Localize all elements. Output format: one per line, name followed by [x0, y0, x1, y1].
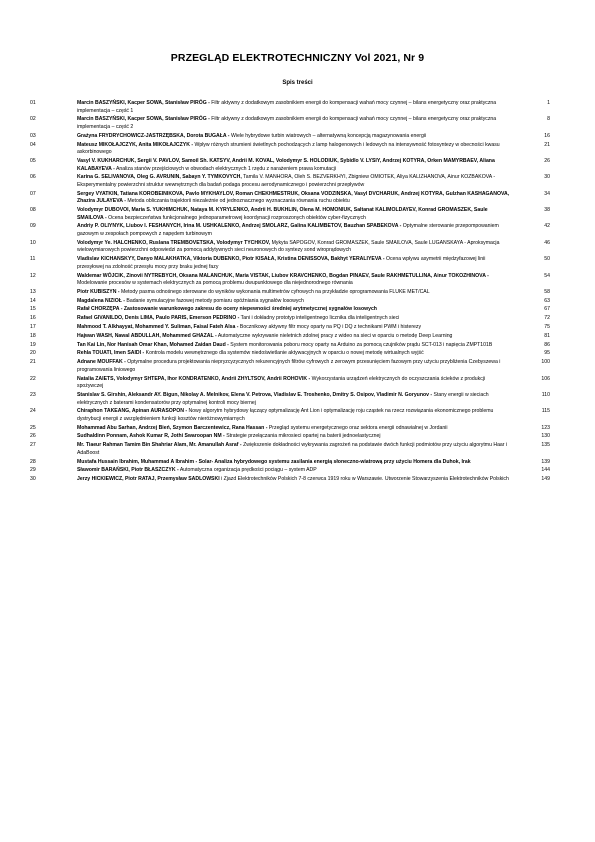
entry-page-number: 106: [541, 375, 550, 382]
entry-title: Przegląd systemu energetycznego oraz sektora energii odnawialnej w Jordanii: [267, 424, 448, 431]
entry-title: Nowy algorytm hybrydowy łączący optymalizację Ant Lion i optymalizację roju cząstek na rzecz rozwiązania ekonomicznego problemu dystrybucji energii z uwzględnieniem funkcji kosztów nieróżnowymiarnych: [77, 408, 494, 422]
entry-number: 23: [30, 391, 36, 398]
entry-authors: Volodymyr DUBOVOI, Maria S. YUKHIMCHUK, Nataya M. KYRYLENKO, Andrii H. BUKHLIN, Olena M. HOMONIUK, Saltanat KALIMOLDAYEV, Konrad GROMASZEK, Saule SMAILOVA -: [77, 207, 488, 221]
entry-authors: Piotr KUBISZYN -: [77, 288, 120, 295]
entry-page-number: 1: [547, 100, 550, 106]
entry-title: Optymalne sterowanie przepompowaniem gazowym w zespołach pompowych z napędem turbinowym: [77, 223, 499, 237]
entry-page-number: 144: [541, 467, 550, 474]
entry-authors: Mateusz MIKOŁAJCZYK, Anita MIKOŁAJCZYK -: [77, 141, 194, 148]
entry-number: 29: [30, 467, 36, 474]
entry-page-number: 21: [544, 141, 550, 148]
entry-content: [77, 298, 510, 306]
entry-page-number: 115: [541, 408, 550, 415]
entry-page-number: 135: [541, 442, 550, 449]
entry-title: Metoda obliczania trajektorii niezależnie od jednoznacznego wyznaczania równania ruchu obiektu: [125, 198, 350, 205]
entry-authors: Karina G. SELIVANOVA, Oleg G. AVRUNIN, Sabayn Y. TYMKOVYCH,: [77, 174, 242, 181]
entry-authors: Magdalena NIZIOŁ -: [77, 297, 125, 304]
table-of-contents: [30, 100, 550, 485]
entry-content: [77, 223, 510, 238]
toc-entry: [30, 289, 550, 297]
entry-number: 08: [30, 207, 36, 214]
entry-number: 10: [30, 239, 36, 246]
entry-content: [77, 240, 510, 255]
entry-number: 12: [30, 272, 36, 279]
entry-authors: Stanislav S. Girshin, Aleksandr AY. Bigun, Nikolay A. Melnikov, Elena V. Petrova, Vladislav E. Troshenko, Dmitry S. Osipov, Vladimir N. Goryunov -: [77, 391, 433, 398]
entry-number: 14: [30, 297, 36, 304]
entry-authors: Rafael GIVANILDO, Denis LIMA, Paulo PARIS, Emerson PEDRINO -: [77, 315, 240, 322]
entry-authors: Mohammad Abu Sarhan, Andrzej Bień, Szymon Barczentewicz, Rana Hassan -: [77, 424, 268, 431]
toc-entry: [30, 342, 550, 350]
toc-entry: [30, 223, 550, 238]
entry-content: [77, 392, 510, 407]
entry-content: [77, 376, 510, 391]
entry-number: 28: [30, 458, 36, 465]
entry-page-number: 100: [541, 359, 550, 366]
toc-entry: [30, 442, 550, 457]
toc-entry: [30, 408, 550, 423]
entry-authors: Andriy P. OLIYNYK, Liubov I. FESHANYCH, Irina M. USHKALENKO, Andrzej SMOLARZ, Galina KALIMBETOV, Bauzhan SPABEKOVA -: [77, 223, 402, 230]
entry-content: [77, 324, 510, 332]
entry-page-number: 54: [544, 272, 550, 279]
toc-entry: [30, 207, 550, 222]
entry-title: Wykorzystania urządzeń elektrycznych do oczyszczania ścieków z produkcji spożywczej: [77, 375, 486, 390]
entry-title: Wpływ różnych strumieni świetlnych pochodzących z lamp halogenowych i ledowych na intensywność fotosyntezy w obecności kwasu askorbinowego: [77, 141, 500, 156]
entry-authors: Sudhaldinn Ponnam, Ashok Kumar R, Jothi Swaroopan NM -: [77, 433, 225, 440]
toc-entry: [30, 333, 550, 341]
entry-title: Automatyczne wykrywanie nieletnich zdolnej pracy z wideo na sieci w oparciu o metodę Deep Learning: [216, 332, 453, 339]
entry-content: [77, 467, 510, 475]
entry-authors: Marcin BASZYŃSKI, Kacper SOWA, Stanisław PIRÓG -: [77, 116, 210, 123]
toc-entry: [30, 191, 550, 206]
toc-entry: [30, 158, 550, 173]
entry-page-number: 38: [544, 207, 550, 214]
entry-content: [77, 207, 510, 222]
entry-content: [77, 459, 510, 467]
entry-authors: Mr. Tiaeur Rahman Tamim Bin Shahriar Alam, Mr. Amanullah Asraf -: [77, 442, 242, 449]
entry-page-number: 130: [541, 433, 550, 440]
entry-number: 16: [30, 315, 36, 322]
entry-title: Metody pasma odnośnego sterowane do wyników wykonania multimetrów cyfrowych na przykładzie oprogramowania FLUKE MET/CAL: [119, 288, 430, 295]
toc-entry: [30, 100, 550, 115]
toc-entry: [30, 298, 550, 306]
toc-entry: [30, 142, 550, 157]
entry-page-number: 63: [544, 297, 550, 304]
entry-number: 07: [30, 190, 36, 197]
entry-number: 19: [30, 341, 36, 348]
entry-page-number: 72: [544, 315, 550, 322]
entry-content: [77, 333, 510, 341]
entry-title: Tani i dokładny prototyp inteligentnego licznika dla inteligentnych sieci: [239, 315, 400, 322]
entry-number: 04: [30, 141, 36, 148]
toc-entry: [30, 350, 550, 358]
entry-title: Ocena wpływu asymetrii międzyfazowej linii przesyłowej na zdolność przesyłu mocy przy braku jednej fazy: [77, 256, 486, 270]
entry-content: [77, 433, 510, 441]
toc-entry: [30, 459, 550, 467]
entry-title: Modelowanie procesów w systemach elektrycznych za pomocą problemu dwupunktowego dla niejednorodnego równania: [77, 280, 353, 287]
entry-authors: Mahmood T. Alkhayyat, Mohammed Y. Suliman, Faisal Fateh Alsa -: [77, 324, 239, 331]
entry-number: 18: [30, 332, 36, 339]
toc-entry: [30, 273, 550, 288]
entry-title: Tamila V. MANHORA, Oleh S. BEZVERKHYI, Zbigniew OMIOTEK, Aliya KALIZHANOVA, Ainur KOZBAKOVA - Eksperymentalny powierzchni struktur wewnętrznych dla badań podaga procesu aerodynamicznego i powierzchni przepływów: [77, 174, 496, 188]
entry-authors: Volodymyr Ye. HALCHENKO, Ruslana TREMBOVETSKA, Volodymyr TYCHKOV,: [77, 239, 271, 246]
entry-title: Badanie symulacyjne fazowej metody pomiaru opóźniania sygnałów losowych: [124, 297, 304, 304]
entry-title: Bocznikowy aktywny filtr mocy oparty na PQ i DQ z technikami PWM i histerezy: [238, 324, 422, 331]
entry-authors: Sergey VYATKIN, Tatiana KOROBEINIKOVA, Pavlo MYKHAYLOV, Roman CHEKHMESTRUK, Oksana VODZINSKA, Vasyl DVCHARUK, Andrzej KOTYRA, Gulzhan KASHAGANOVA, Zhazira JULAYEVA -: [77, 190, 510, 205]
entry-number: 06: [30, 174, 36, 181]
entry-number: 20: [30, 350, 36, 357]
entry-number: 17: [30, 324, 36, 331]
entry-authors: Hajwan WASH, Nawal ABDULLAH, Mohammed GHAZAL -: [77, 332, 217, 339]
entry-page-number: 8: [547, 116, 550, 123]
toc-entry: [30, 240, 550, 255]
entry-content: [77, 306, 510, 314]
entry-title: Strategie przełączania mikrosieci opartej na baterii jednoelastycznej: [224, 433, 381, 440]
toc-entry: [30, 467, 550, 475]
toc-entry: [30, 315, 550, 323]
entry-authors: Marcin BASZYŃSKI, Kacper SOWA, Stanisław PIRÓG -: [77, 100, 210, 106]
entry-number: 09: [30, 223, 36, 230]
entry-content: [77, 133, 510, 141]
entry-page-number: 16: [544, 132, 550, 139]
toc-entry: [30, 392, 550, 407]
entry-number: 15: [30, 306, 36, 313]
entry-title: Mykyta SAPOGOV, Konrad GROMASZEK, Saule SMAILOVA, Saule LUGANSKAYA - Aproksymacja wielowymiarowych powierzchni odpowiedzi za pomocą addytywnych sieci neuronowych do syntezy sond wiroprądowych: [77, 239, 500, 254]
entry-content: [77, 174, 510, 189]
entry-title: Optymalne procedura projektowania niepryzcyzycznych rekurencyjnych filtrów cyfrowych z zerowym przesunięciem fazowym przy użyciu przybliżenia Czebyszewa i programowania liniowego: [77, 359, 501, 373]
entry-number: 03: [30, 132, 36, 139]
entry-authors: Tan Kai Lin, Nor Hanisah Omar Khan, Mohamed Zaidan Daud -: [77, 341, 229, 348]
entry-page-number: 81: [544, 332, 550, 339]
entry-number: 21: [30, 359, 36, 366]
entry-title: Wiele hybrydowe turbin wiatrowych – alternatywną koncepcją magazynowania energii: [229, 132, 427, 139]
entry-authors: Vasyl V. KUKHARCHUK, Sergii V. PAVLOV, Samoil Sh. KATSYV, Andrii M. KOVAL, Volodymyr S. HOLODIUK, Sybidlo V. LYSIY, Andrzej KOTYRA, Orken MAMYRBAEV, Aliana KALABAYEVA -: [77, 157, 495, 172]
toc-entry: [30, 306, 550, 314]
entry-number: 26: [30, 433, 36, 440]
toc-entry: [30, 116, 550, 131]
entry-page-number: 86: [544, 341, 550, 348]
entry-page-number: 75: [544, 324, 550, 331]
entry-content: [77, 273, 510, 288]
entry-content: [77, 425, 510, 433]
entry-content: [77, 116, 510, 131]
toc-entry: [30, 174, 550, 189]
entry-content: [77, 289, 510, 297]
entry-title: i Zjazd Elektrotechników Polskich 7-8 czerwca 1919 roku w Warszawie. Utworzenie Stowarzyszenia Elektrotechników Polskich: [219, 476, 509, 483]
entry-page-number: 42: [544, 223, 550, 230]
entry-title: Filtr aktywny z dodatkowym zasobnikiem energii do kompensacji wahań mocy czynnej – bilans energetyczny oraz praktyczna implementacja – część 2: [77, 116, 497, 130]
entry-content: [77, 342, 510, 350]
entry-authors: Adnane MOUFFAK -: [77, 359, 126, 366]
entry-authors: Chiraphon TAKEANG, Apinan AURASOPON -: [77, 408, 188, 415]
entry-content: [77, 359, 510, 374]
entry-authors: Sławomir BARAŃSKI, Piotr BŁASZCZYK -: [77, 467, 179, 474]
entry-title: Analiza stanów przejściowych w obwodach elektrycznych 1 rzędu z narażeniem prawa komutacji: [114, 165, 336, 172]
toc-entry: [30, 376, 550, 391]
entry-number: 30: [30, 476, 36, 483]
toc-title: Spis treści: [282, 80, 313, 86]
toc-entry: [30, 433, 550, 441]
entry-content: [77, 158, 510, 173]
entry-authors: Mustafa Hussain Ibrahim, Muhammad A Ibrahim - Solar- Analiza hybrydowego systemu zasilania energią słoneczno-wiatrową przy użyciu Homera dla Duhok, Irak: [77, 458, 471, 465]
entry-page-number: 46: [544, 239, 550, 246]
entry-content: [77, 100, 510, 115]
entry-page-number: 139: [541, 458, 550, 465]
entry-number: 25: [30, 424, 36, 431]
entry-content: [77, 191, 510, 206]
entry-authors: Grażyna FRYDRYCHOWICZ-JASTRZĘBSKA, Dorota BUGAŁA -: [77, 132, 230, 139]
toc-entry: [30, 425, 550, 433]
entry-title: System monitorowania poboru mocy oparty na Arduino za pomocą czujników prądu SCT-013 i napięcia ZMPT101B: [228, 341, 493, 348]
toc-entry: [30, 256, 550, 271]
entry-number: 27: [30, 442, 36, 449]
toc-entry: [30, 133, 550, 141]
entry-authors: Jerzy HICKIEWICZ, Piotr RATAJ, Przemysław SADLOWSKI: [77, 476, 220, 483]
entry-authors: Vladislav KICHANSKYY, Danyo MALAKHATKA, Viktoria DUBENKO, Piotr KISAŁA, Kristina DENISSOVA, Bakhyt YERALIYEVA -: [77, 256, 385, 263]
toc-entry: [30, 476, 550, 484]
entry-content: [77, 350, 510, 358]
entry-number: 22: [30, 375, 36, 382]
entry-page-number: 50: [544, 256, 550, 263]
entry-title: Zwiększenie dokładności wykrywania zagrożeń na podstawie dwóch funkcji podmiotów przy użyciu algorytmu Haar i AdaBoost: [77, 442, 508, 456]
entry-page-number: 58: [544, 288, 550, 295]
entry-content: [77, 256, 510, 271]
entry-page-number: 34: [544, 190, 550, 197]
entry-number: 13: [30, 288, 36, 295]
journal-header: PRZEGLĄD ELEKTROTECHNICZNY Vol 2021, Nr 9: [170, 52, 425, 64]
entry-page-number: 95: [544, 350, 550, 357]
entry-title: Ocena bezpieczeństwa funkcjonalnego jednoparametrowej koordynacji rozproszonych obiektów cyber-fizycznych: [106, 214, 366, 221]
entry-page-number: 26: [544, 157, 550, 164]
entry-page-number: 110: [541, 391, 550, 398]
entry-number: 05: [30, 157, 36, 164]
entry-content: [77, 142, 510, 157]
entry-page-number: 30: [544, 174, 550, 181]
entry-page-number: 123: [541, 424, 550, 431]
entry-authors: Waldemar WÓJCIK, Zinovii NYTREBYCH, Oksana MALANCHUK, Maria VISTAK, Liubov KRAVCHENKO, Bogdan PINAEV, Saule RAKHMETULLINA, Ainur TOKOZHINOVA -: [77, 272, 489, 279]
entry-title: Automatyczna organizacja prędkości pociągu – system ADP: [178, 467, 317, 474]
toc-entry: [30, 324, 550, 332]
entry-title: Kontrola modelu wewnętrznego dla systemów niedoświetlanie aktywacyjnych w oparciu o nowej metodę wirtualnych wyjść: [144, 350, 424, 357]
entry-authors: Rafał CHORZĘPA - Zastosowanie warunkowego zakresu do oceny niepewności średniej arytmetycznej sygnałów losowych: [77, 306, 377, 313]
entry-content: [77, 442, 510, 457]
entry-page-number: 149: [541, 476, 550, 483]
entry-content: [77, 315, 510, 323]
entry-number: 01: [30, 100, 36, 106]
entry-number: 02: [30, 116, 36, 123]
entry-number: 24: [30, 408, 36, 415]
entry-authors: Natalia ZAIETS, Volodymyr SHTEPA, Ihor KONDRATENKO, Andrii ZHYLTSOV, Andrii ROHOVIK -: [77, 375, 311, 382]
entry-content: [77, 408, 510, 423]
entry-page-number: 67: [544, 306, 550, 313]
toc-entry: [30, 359, 550, 374]
entry-title: Filtr aktywny z dodatkowym zasobnikiem energii do kompensacji wahań mocy czynnej – bilans energetyczny oraz praktyczna implementacja – część 1: [77, 100, 497, 114]
entry-number: 11: [30, 256, 36, 263]
entry-title: Stany energii w sieciach elektrycznych z baterami kondensatorów przy optymalnej kontroli mocy biernej: [77, 391, 489, 406]
entry-authors: Rehla TOUATI, Imen SAIDI -: [77, 350, 145, 357]
entry-content: [77, 476, 510, 484]
